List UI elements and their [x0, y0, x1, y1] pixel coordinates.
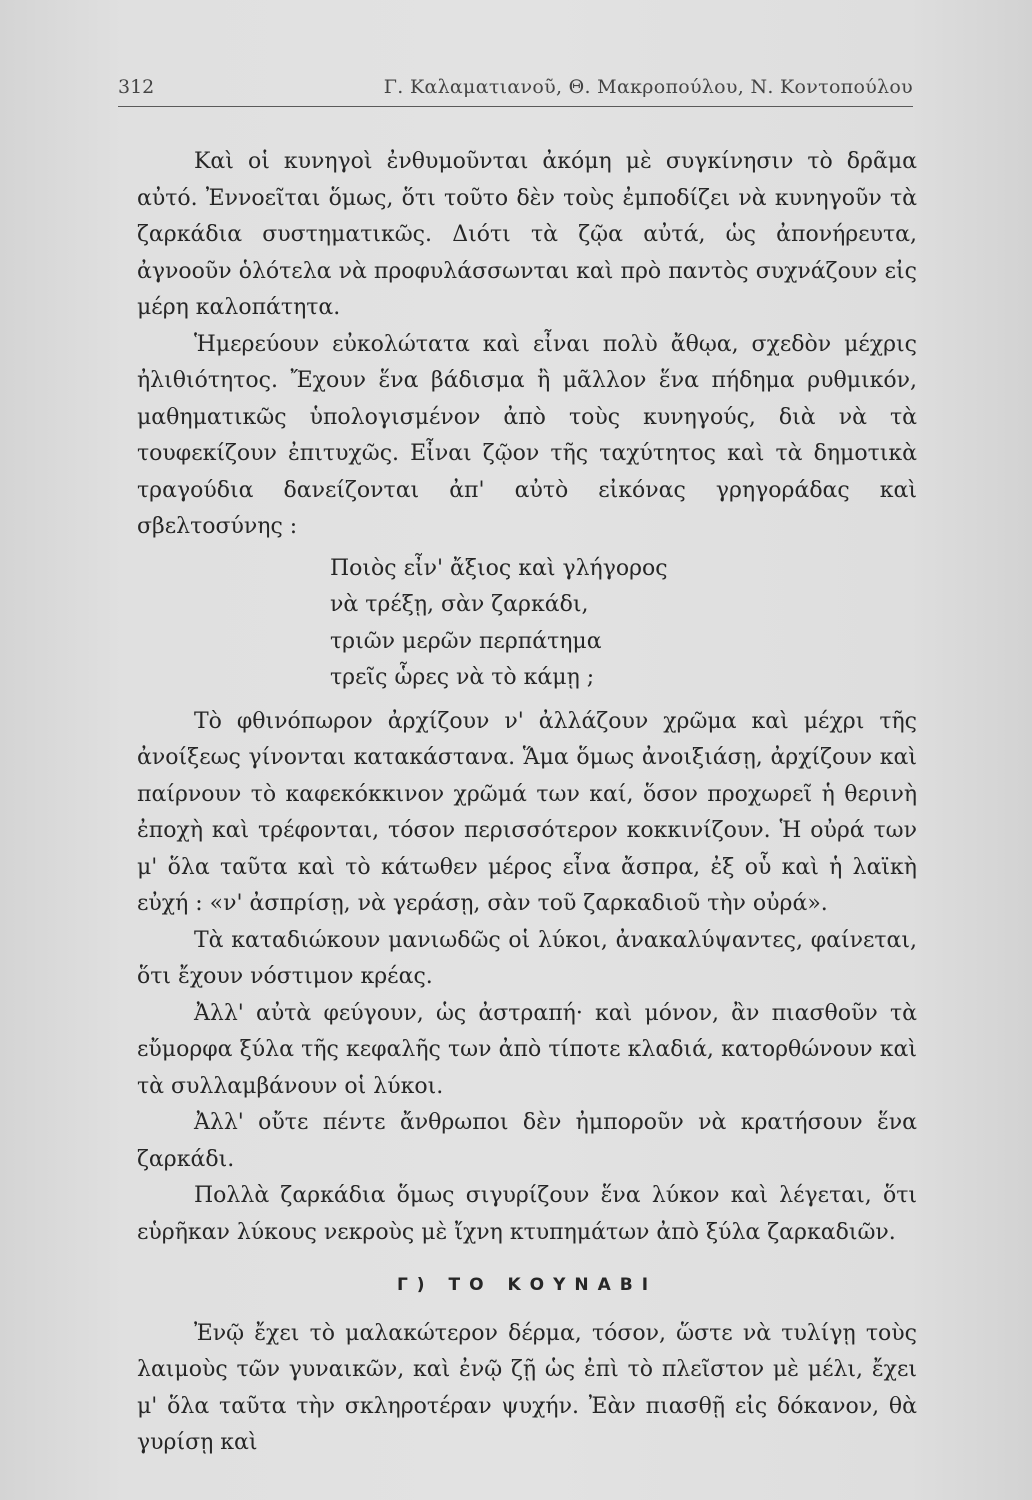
paragraph: Ἀλλ' αὐτὰ φεύγουν, ὡς ἀστραπή· καὶ μόνον, ἂν πιασθοῦν τὰ εὔμορφα ξύλα τῆς κεφαλῆς των ἀπὸ τίποτε κλαδιά, κατορθώνουν καὶ τὰ συλλαμβάνουν οἱ λύκοι.: [137, 1000, 917, 1099]
folk-song-quote: [330, 551, 917, 697]
paragraph: Τὸ φθινόπωρον ἀρχίζουν ν' ἀλλάζουν χρῶμα καὶ μέχρι τῆς ἀνοίξεως γίνονται κατακάστανα. Ἅμα ὅμως ἀνοιξιάσῃ, ἀρχίζουν καὶ παίρνουν τὸ καφεκόκκινον χρῶμά των καί, ὅσον προχωρεῖ ἡ θερινὴ ἐποχὴ καὶ τρέφονται, τόσον περισσότερον κοκκινίζουν. Ἡ οὐρά των μ' ὅλα ταῦτα καὶ τὸ κάτωθεν μέρος εἶνα ἄσπρα, ἐξ οὗ καὶ ἡ λαϊκὴ εὐχή : «ν' ἀσπρίσῃ, νὰ γεράσῃ, σὰν τοῦ ζαρκαδιοῦ τὴν οὐρά».: [137, 708, 917, 916]
paragraph: Καὶ οἱ κυνηγοὶ ἐνθυμοῦνται ἀκόμη μὲ συγκίνησιν τὸ δρᾶμα αὐτό. Ἐννοεῖται ὅμως, ὅτι τοῦτο δὲν τοὺς ἐμποδίζει νὰ κυνηγοῦν τὰ ζαρκάδια συστηματικῶς. Διότι τὰ ζῷα αὐτά, ὡς ἀπονήρευτα, ἀγνοοῦν ὁλότελα νὰ προφυλάσσωνται καὶ πρὸ παντὸς συχνάζουν εἰς μέρη καλοπάτητα.: [137, 149, 917, 320]
poem-line: Ποιὸς εἶν' ἄξιος καὶ γλήγορος: [330, 555, 668, 581]
section-heading: Γ) ΤΟ ΚΟΥΝΑΒΙ: [396, 1275, 658, 1295]
running-title: Γ. Καλαματιανοῦ, Θ. Μακροπούλου, Ν. Κοντοπούλου: [383, 76, 913, 98]
paragraph: Πολλὰ ζαρκάδια ὅμως σιγυρίζουν ἕνα λύκον καὶ λέγεται, ὅτι εὑρῆκαν λύκους νεκροὺς μὲ ἴχνη κτυπημάτων ἀπὸ ξύλα ζαρκαδιῶν.: [137, 1183, 917, 1245]
page-number: 312: [118, 76, 155, 98]
running-header: [118, 76, 913, 107]
paragraph: Ἐνῷ ἔχει τὸ μαλακώτερον δέρμα, τόσον, ὥστε νὰ τυλίγῃ τοὺς λαιμοὺς τῶν γυναικῶν, καὶ ἐνῷ ζῇ ὡς ἐπὶ τὸ πλεῖστον μὲ μέλι, ἔχει μ' ὅλα ταῦτα τὴν σκληροτέραν ψυχήν. Ἐὰν πιασθῇ εἰς δόκανον, θὰ γυρίσῃ καὶ: [137, 1320, 917, 1455]
poem-line: τρεῖς ὧρες νὰ τὸ κάμῃ ;: [330, 665, 595, 690]
paragraph: Ἡμερεύουν εὐκολώτατα καὶ εἶναι πολὺ ἄθῳα, σχεδὸν μέχρις ἠλιθιότητος. Ἔχουν ἕνα βάδισμα ἢ μᾶλλον ἕνα πήδημα ρυθμικόν, μαθηματικῶς ὑπολογισμένον ἀπὸ τοὺς κυνηγούς, διὰ νὰ τὰ τουφεκίζουν ἐπιτυχῶς. Εἶναι ζῷον τῆς ταχύτητος καὶ τὰ δημοτικὰ τραγούδια δανείζονται ἀπ' αὐτὸ εἰκόνας γρηγοράδας καὶ σβελτοσύνης :: [137, 331, 917, 539]
poem-line: νὰ τρέξῃ, σὰν ζαρκάδι,: [330, 592, 589, 617]
page-body: [137, 144, 917, 1462]
poem-line: τριῶν μερῶν περπάτημα: [330, 628, 602, 654]
paragraph: Τὰ καταδιώκουν μανιωδῶς οἱ λύκοι, ἀνακαλύψαντες, φαίνεται, ὅτι ἔχουν νόστιμον κρέας.: [137, 927, 917, 989]
paragraph: Ἀλλ' οὔτε πέντε ἄνθρωποι δὲν ἠμποροῦν νὰ κρατήσουν ἕνα ζαρκάδι.: [137, 1110, 917, 1172]
